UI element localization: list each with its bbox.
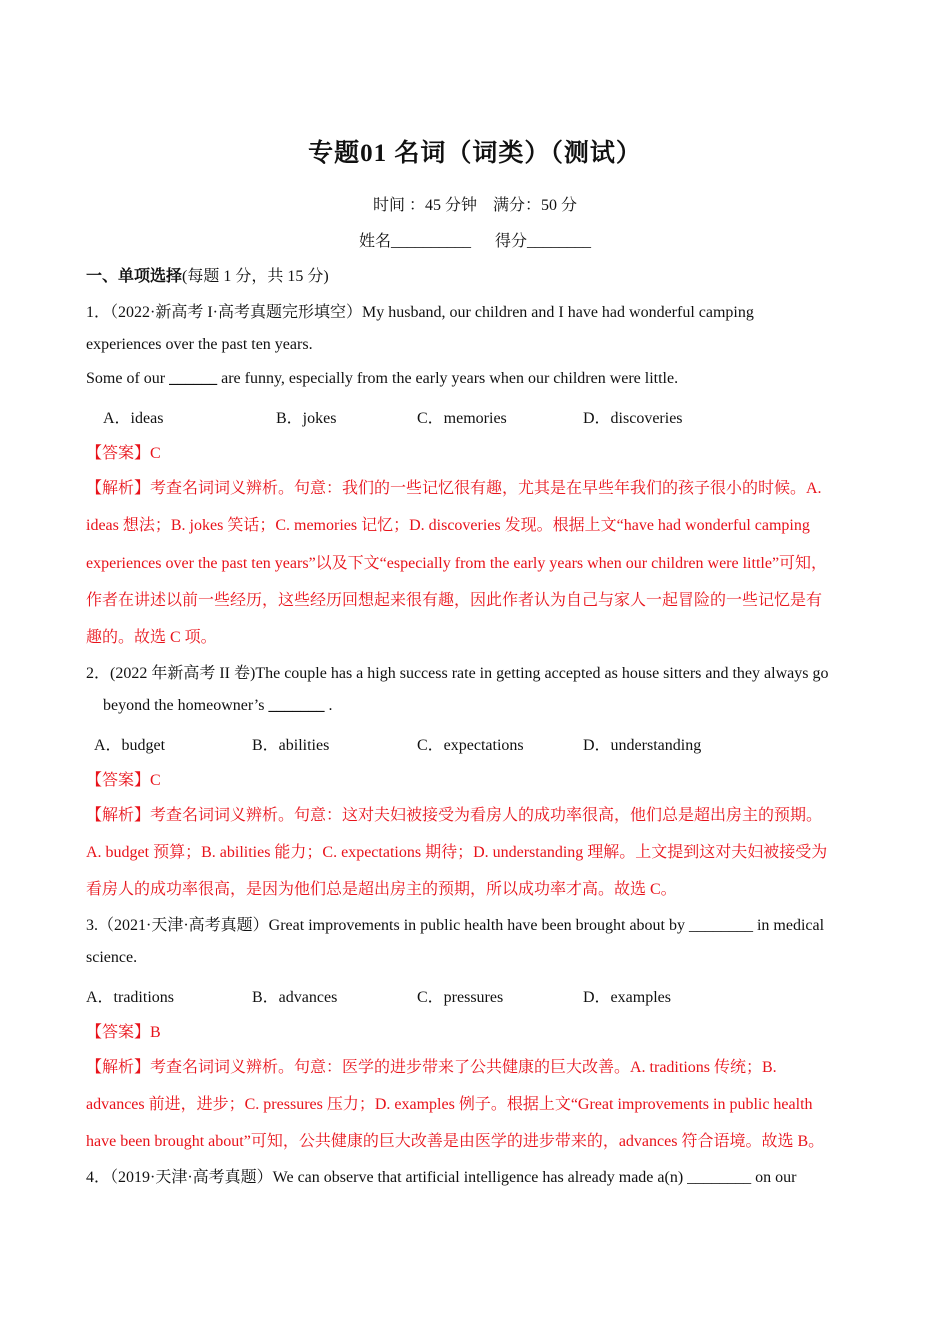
q3-option-a: A．traditions bbox=[86, 989, 174, 1006]
q1-option-b: B．jokes bbox=[276, 410, 337, 427]
q1-stem-line3 bbox=[86, 370, 678, 388]
q2-option-b: B．abilities bbox=[252, 737, 330, 754]
page-title: 专题01 名词（词类）（测试） bbox=[308, 140, 642, 167]
q2-analysis-line2: A. budget 预算；B. abilities 能力；C. expectations 期待；D. understanding 理解。上文提到这对夫妇被接受为 bbox=[86, 844, 828, 861]
q1-analysis-line4: 作者在讲述以前一些经历，这些经历回想起来很有趣，因此作者认为自己与家人一起冒险的一些记忆是有 bbox=[86, 592, 823, 609]
q1-blank: ______ bbox=[169, 370, 218, 387]
q3-option-c: C．pressures bbox=[417, 989, 504, 1006]
q2-stem-line2 bbox=[103, 697, 332, 715]
score-label: 得分 bbox=[495, 233, 528, 250]
q4-stem-line1: 4．（2019·天津·高考真题）We can observe that artificial intelligence has already made a(n) ________ on our bbox=[86, 1169, 797, 1186]
exam-time-info: 时间 ：45 分钟 满分：50 分 bbox=[372, 197, 577, 214]
q3-analysis-line2: advances 前进，进步；C. pressures 压力；D. examples 例子。根据上文“Great improvements in public health bbox=[86, 1096, 813, 1113]
q2-blank: _______ bbox=[268, 697, 325, 714]
q1-option-c: C．memories bbox=[417, 410, 507, 427]
section-title: 一、单项选择 bbox=[86, 268, 183, 285]
q2-text-before: beyond the homeowner’s bbox=[103, 697, 269, 714]
q1-text-after: are funny, especially from the early years when our children were little. bbox=[217, 370, 679, 387]
q3-option-b: B．advances bbox=[252, 989, 338, 1006]
name-blank: __________ bbox=[391, 233, 471, 250]
q3-stem-line1: 3.（2021·天津·高考真题）Great improvements in public health have been brought about by ________ in medical bbox=[86, 917, 825, 934]
q2-analysis-line3: 看房人的成功率很高，是因为他们总是超出房主的预期，所以成功率才高。故选 C。 bbox=[86, 881, 677, 898]
q3-analysis-line3: have been brought about”可知，公共健康的巨大改善是由医学的进步带来的，advances 符合语境。故选 B。 bbox=[86, 1133, 825, 1150]
q1-text-before: Some of our bbox=[86, 370, 170, 387]
q1-option-a: A．ideas bbox=[103, 410, 164, 427]
q1-analysis-line3: experiences over the past ten years”以及下文“especially from the early years when our children were little”可知， bbox=[86, 555, 828, 572]
score-blank: ________ bbox=[527, 233, 592, 250]
q1-analysis-line5: 趣的。故选 C 项。 bbox=[86, 629, 217, 646]
q2-stem-line1: 2．(2022 年新高考 II 卷)The couple has a high success rate in getting accepted as house sitters and they always go bbox=[86, 665, 829, 682]
q2-answer: 【答案】C bbox=[86, 772, 161, 789]
q1-stem-line2: experiences over the past ten years. bbox=[86, 336, 313, 353]
q1-analysis-line1: 【解析】考查名词词义辨析。句意：我们的一些记忆很有趣，尤其是在早些年我们的孩子很小的时候。A. bbox=[86, 480, 822, 497]
q2-option-a: A．budget bbox=[94, 737, 166, 754]
section-heading bbox=[86, 263, 329, 286]
q2-analysis-line1: 【解析】考查名词词义辨析。句意：这对夫妇被接受为看房人的成功率很高，他们总是超出房主的预期。 bbox=[86, 807, 823, 824]
q2-option-d: D．understanding bbox=[583, 737, 702, 754]
q3-option-d: D．examples bbox=[583, 989, 671, 1006]
q2-option-c: C．expectations bbox=[417, 737, 524, 754]
q1-answer: 【答案】C bbox=[86, 445, 161, 462]
q3-answer: 【答案】B bbox=[86, 1024, 161, 1041]
q2-text-after: . bbox=[324, 697, 333, 714]
q3-stem-line2: science. bbox=[86, 949, 138, 966]
q1-stem-line1: 1．（2022·新高考 I·高考真题完形填空）My husband, our children and I have had wonderful camping bbox=[86, 304, 754, 321]
name-score-line bbox=[0, 228, 950, 251]
q1-analysis-line2: ideas 想法；B. jokes 笑话；C. memories 记忆；D. discoveries 发现。根据上文“have had wonderful camping bbox=[86, 517, 810, 534]
name-label: 姓名 bbox=[358, 233, 391, 250]
section-note: (每题 1 分，共 15 分) bbox=[182, 268, 329, 285]
q1-option-d: D．discoveries bbox=[583, 410, 683, 427]
q3-analysis-line1: 【解析】考查名词词义辨析。句意：医学的进步带来了公共健康的巨大改善。A. traditions 传统；B. bbox=[86, 1059, 777, 1076]
